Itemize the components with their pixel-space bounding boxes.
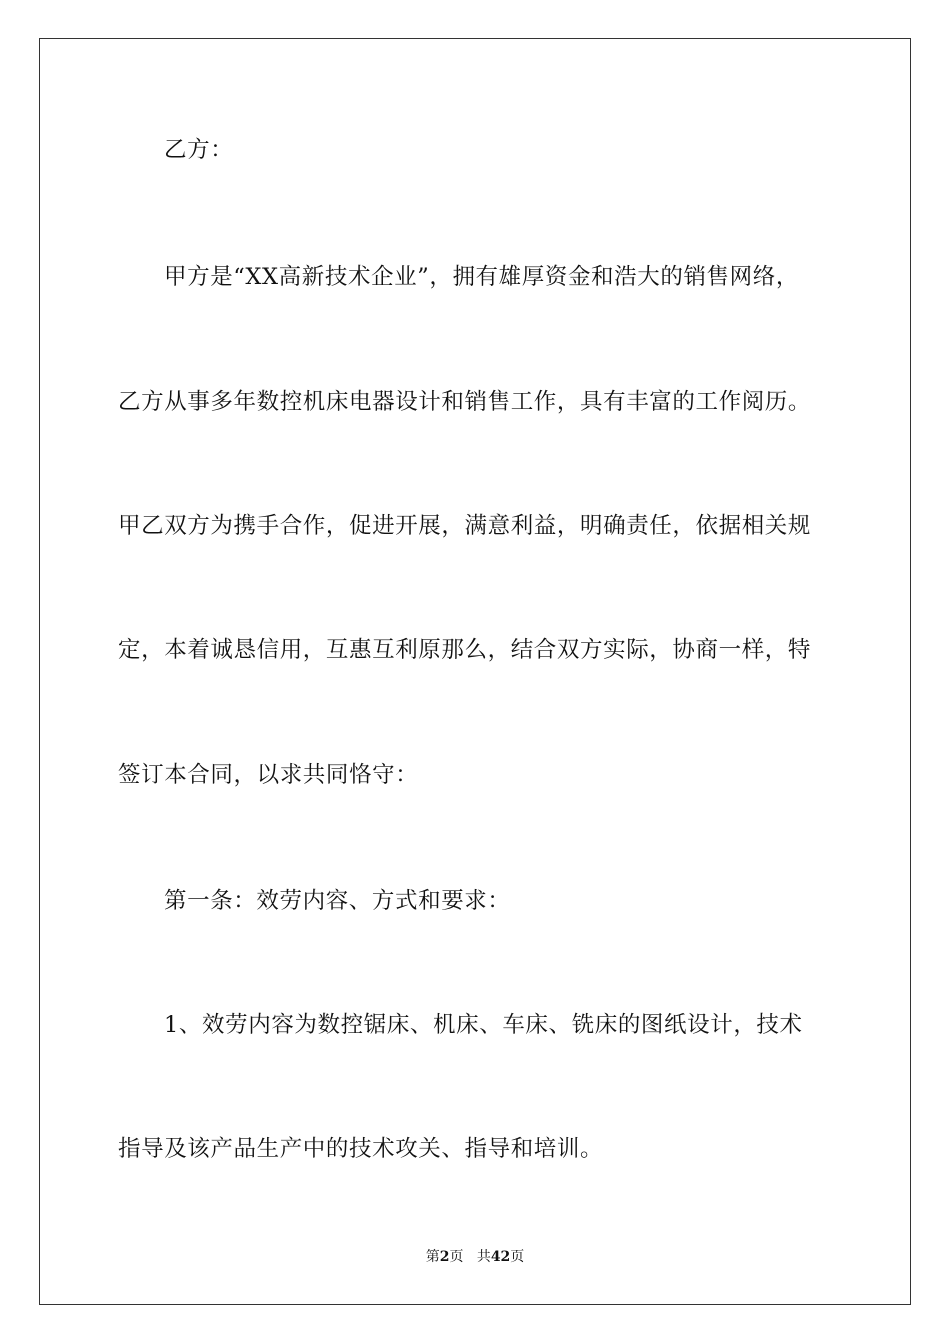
footer-page-number: 2 — [439, 1249, 450, 1265]
footer-total-prefix: 共 — [476, 1249, 491, 1265]
footer-total-suffix: 页 — [510, 1249, 525, 1265]
article-1-heading: 第一条：效劳内容、方式和要求： — [164, 888, 511, 914]
clause-1-line-1: 1、效劳内容为数控锯床、机床、车床、铣床的图纸设计，技术 — [164, 1012, 803, 1038]
clause-1-line-2: 指导及该产品生产中的技术攻关、指导和培训。 — [118, 1136, 604, 1162]
party-b-label: 乙方： — [164, 137, 234, 163]
page-footer — [0, 1248, 950, 1266]
footer-total-pages: 42 — [490, 1249, 511, 1265]
footer-page-suffix: 页 — [449, 1249, 464, 1265]
paragraph-line-4: 定，本着诚恳信用，互惠互利原那么，结合双方实际，协商一样，特 — [118, 637, 812, 663]
footer-page-prefix: 第 — [425, 1249, 440, 1265]
paragraph-line-2: 乙方从事多年数控机床电器设计和销售工作，具有丰富的工作阅历。 — [118, 389, 812, 415]
paragraph-line-3: 甲乙双方为携手合作，促进开展，满意利益，明确责任，依据相关规 — [118, 513, 812, 539]
paragraph-line-1: 甲方是“XX高新技术企业”，拥有雄厚资金和浩大的销售网络， — [164, 264, 799, 290]
paragraph-line-5: 签订本合同，以求共同恪守： — [118, 762, 419, 788]
page-border — [39, 38, 911, 1305]
